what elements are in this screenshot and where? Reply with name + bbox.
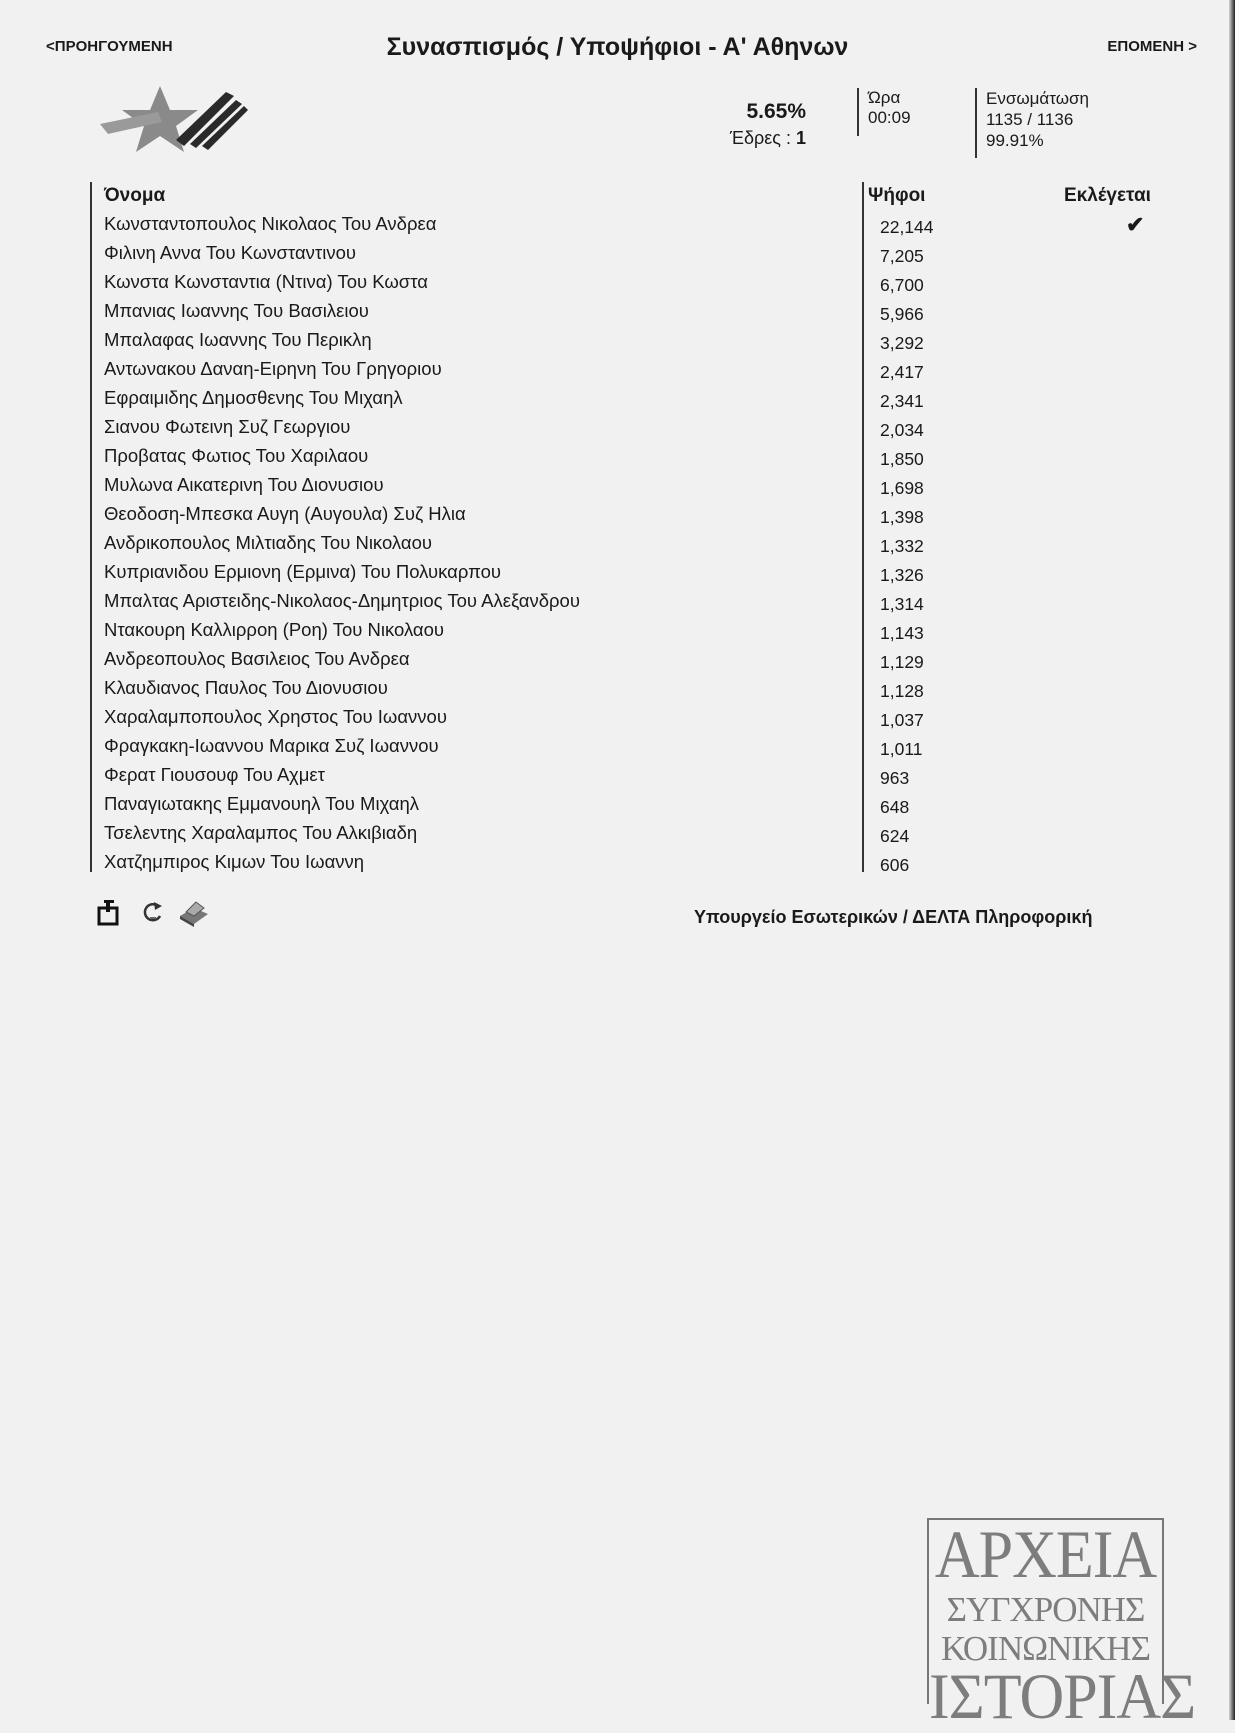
candidate-votes: 1,037 [880, 710, 924, 730]
seats-line [710, 128, 806, 149]
candidate-votes: 1,850 [880, 449, 924, 469]
candidate-votes: 7,205 [880, 246, 924, 266]
candidate-name: Μπαλαφας Ιωαννης Του Περικλη [104, 329, 372, 350]
next-page-link[interactable]: ΕΠΟΜΕΝΗ > [1107, 38, 1197, 55]
stamp-line: ΑΡΧΕΙΑ [934, 1517, 1157, 1593]
candidate-name: Κλαυδιανος Παυλος Του Διονυσιου [104, 677, 388, 698]
candidate-votes: 3,292 [880, 333, 924, 353]
candidate-votes: 1,314 [880, 594, 924, 614]
candidate-votes: 606 [880, 855, 910, 875]
table-row [0, 732, 1235, 761]
refresh-icon[interactable] [140, 898, 166, 928]
candidate-name: Θεοδοση-Μπεσκα Αυγη (Αυγουλα) Συζ Ηλια [104, 503, 466, 524]
candidate-votes: 2,417 [880, 362, 924, 382]
table-row [0, 500, 1235, 529]
table-row [0, 239, 1235, 268]
table-row [0, 790, 1235, 819]
candidate-name: Κωνσταντοπουλος Νικολαος Του Ανδρεα [104, 213, 437, 234]
candidate-name: Τσελεντης Χαραλαμπος Του Αλκιβιαδη [104, 822, 418, 843]
table-row [0, 529, 1235, 558]
candidate-name: Φιλινη Αννα Του Κωνσταντινου [104, 242, 356, 263]
reporting-block [986, 88, 1089, 151]
candidate-votes: 963 [880, 768, 910, 788]
table-row [0, 471, 1235, 500]
candidate-votes: 648 [880, 797, 910, 817]
table-row [0, 761, 1235, 790]
table-row [0, 442, 1235, 471]
candidate-votes: 5,966 [880, 304, 924, 324]
seats-label: Έδρες : [729, 128, 791, 148]
table-row [0, 413, 1235, 442]
divider [857, 88, 859, 136]
table-row [0, 645, 1235, 674]
candidate-name: Μπαλτας Αριστειδης-Νικολαος-Δημητριος Του Αλεξανδρου [104, 590, 580, 611]
candidate-name: Προβατας Φωτιος Του Χαριλαου [104, 445, 369, 466]
time-value: 00:09 [868, 108, 911, 127]
candidate-votes: 22,144 [880, 217, 934, 237]
vote-percentage-block [710, 100, 806, 149]
candidate-votes: 624 [880, 826, 910, 846]
candidate-votes: 1,011 [880, 739, 923, 759]
page-title: Συνασπισμός / Υποψήφιοι - Α' Αθηνων [386, 33, 849, 61]
reporting-count: 1135 / 1136 [986, 110, 1074, 129]
table-row [0, 819, 1235, 848]
candidate-name: Κυπριανιδου Ερμιονη (Ερμινα) Του Πολυκαρπου [104, 561, 501, 582]
party-logo [98, 82, 248, 162]
candidate-name: Φραγκακη-Ιωαννου Μαρικα Συζ Ιωαννου [104, 735, 439, 756]
table-row [0, 384, 1235, 413]
candidate-votes: 2,034 [880, 420, 924, 440]
time-label: Ώρα [868, 88, 901, 107]
candidate-name: Αντωνακου Δαναη-Ειρηνη Του Γρηγοριου [104, 358, 442, 379]
candidate-votes: 1,332 [880, 536, 924, 556]
table-row [0, 210, 1235, 239]
candidate-name: Εφραιμιδης Δημοσθενης Του Μιχαηλ [104, 387, 403, 408]
candidate-name: Κωνστα Κωνσταντια (Ντινα) Του Κωστα [104, 271, 428, 292]
column-header-name: Όνομα [104, 185, 166, 206]
table-row [0, 326, 1235, 355]
table-row [0, 558, 1235, 587]
candidate-name: Ανδρικοπουλος Μιλτιαδης Του Νικολαου [104, 532, 432, 553]
seats-value: 1 [795, 128, 806, 148]
column-header-votes: Ψήφοι [868, 185, 926, 206]
candidate-votes: 1,143 [880, 623, 924, 643]
table-row [0, 703, 1235, 732]
candidate-votes: 1,326 [880, 565, 924, 585]
candidate-name: Ανδρεοπουλος Βασιλειος Του Ανδρεα [104, 648, 410, 669]
column-header-elected: Εκλέγεται [1064, 185, 1151, 206]
time-block [868, 88, 911, 128]
candidate-table [0, 210, 1235, 877]
candidate-votes: 6,700 [880, 275, 924, 295]
reporting-percentage: 99.91% [986, 131, 1044, 150]
candidate-name: Χατζημπιρος Κιμων Του Ιωαννη [104, 851, 365, 872]
candidate-votes: 1,698 [880, 478, 924, 498]
home-icon[interactable] [96, 898, 122, 928]
candidate-votes: 1,129 [880, 652, 924, 672]
candidate-name: Μπανιας Ιωαννης Του Βασιλειου [104, 300, 369, 321]
previous-page-link[interactable]: <ΠΡΟΗΓΟΥΜΕΝΗ [46, 38, 173, 55]
table-row [0, 297, 1235, 326]
candidate-name: Χαραλαμποπουλος Χρηστος Του Ιωαννου [104, 706, 447, 727]
footer-credit: Υπουργείο Εσωτερικών / ΔΕΛΤΑ Πληροφορική [694, 907, 1093, 927]
print-icon[interactable] [176, 898, 210, 928]
table-row [0, 268, 1235, 297]
candidate-name: Σιανου Φωτεινη Συζ Γεωργιου [104, 416, 351, 437]
archive-stamp [927, 1517, 1196, 1733]
candidate-name: Μυλωνα Αικατερινη Του Διονυσιου [104, 474, 384, 495]
candidate-votes: 1,128 [880, 681, 924, 701]
reporting-label: Ενσωμάτωση [986, 89, 1089, 108]
table-row [0, 587, 1235, 616]
candidate-name: Παναγιωτακης Εμμανουηλ Του Μιχαηλ [104, 793, 420, 814]
stamp-line: ΙΣΤΟΡΙΑΣ [929, 1661, 1196, 1733]
divider [975, 88, 977, 158]
candidate-votes: 2,341 [880, 391, 924, 411]
table-row [0, 848, 1235, 877]
vote-percentage: 5.65% [746, 100, 806, 123]
table-row [0, 674, 1235, 703]
table-row [0, 355, 1235, 384]
candidate-name: Ντακουρη Καλλιρροη (Ροη) Του Νικολαου [104, 619, 445, 640]
candidate-name: Φερατ Γιουσουφ Του Αχμετ [104, 764, 325, 785]
stamp-line: ΣΥΓΧΡΟΝΗΣ [946, 1590, 1145, 1629]
elected-check-icon: ✔ [1126, 212, 1145, 237]
table-row [0, 616, 1235, 645]
candidate-votes: 1,398 [880, 507, 924, 527]
stamp-line: ΚΟΙΝΩΝΙΚΗΣ [941, 1629, 1150, 1668]
